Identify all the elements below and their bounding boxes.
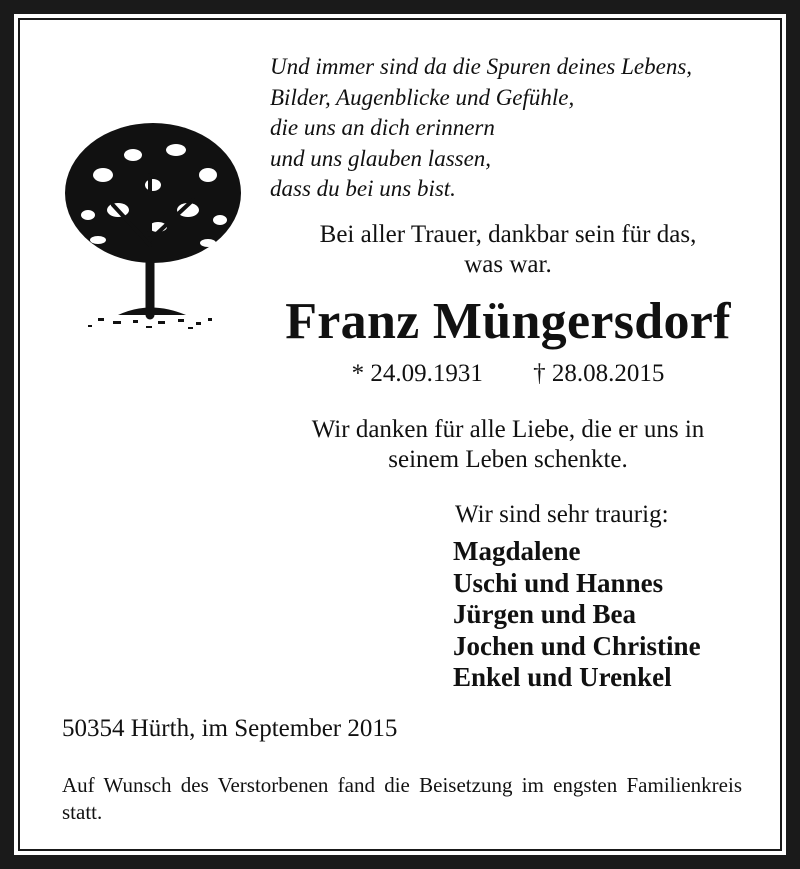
life-dates — [258, 358, 758, 390]
poem-line: und uns glauben lassen, — [270, 145, 492, 171]
mourner-name: Jürgen und Bea — [453, 599, 637, 629]
mourners-intro: Wir sind sehr traurig: — [455, 501, 669, 528]
burial-notice: Auf Wunsch des Verstorbenen fand die Beisetzung im engsten Familienkreis statt. — [62, 773, 742, 824]
poem-line: die uns an dich erinnern — [270, 115, 495, 140]
gratitude — [258, 415, 758, 475]
death-date: † 28.08.2015 — [533, 360, 665, 387]
tree-icon — [58, 115, 248, 335]
poem-line: dass du bei uns bist. — [270, 176, 456, 201]
motto-line-1: Bei aller Trauer, dankbar sein für das, — [319, 221, 697, 248]
mourner-name: Uschi und Hannes — [453, 567, 664, 598]
mourners-list — [453, 536, 701, 694]
poem-line: Und immer sind da die Spuren deines Lebens, — [270, 54, 693, 79]
mourner-name: Magdalene — [453, 536, 581, 566]
gratitude-line-1: Wir danken für alle Liebe, die er uns in — [311, 416, 705, 443]
motto-line-2: was war. — [464, 251, 552, 278]
deceased-name: Franz Müngersdorf — [285, 293, 731, 350]
place-date: 50354 Hürth, im September 2015 — [62, 715, 398, 742]
mourner-name: Enkel und Urenkel — [453, 662, 672, 692]
mourner-name: Jochen und Christine — [453, 630, 701, 661]
poem-line: Bilder, Augenblicke und Gefühle, — [270, 84, 575, 110]
birth-date: * 24.09.1931 — [351, 360, 483, 387]
poem — [270, 52, 770, 205]
motto — [258, 220, 758, 280]
gratitude-line-2: seinem Leben schenkte. — [388, 446, 628, 473]
